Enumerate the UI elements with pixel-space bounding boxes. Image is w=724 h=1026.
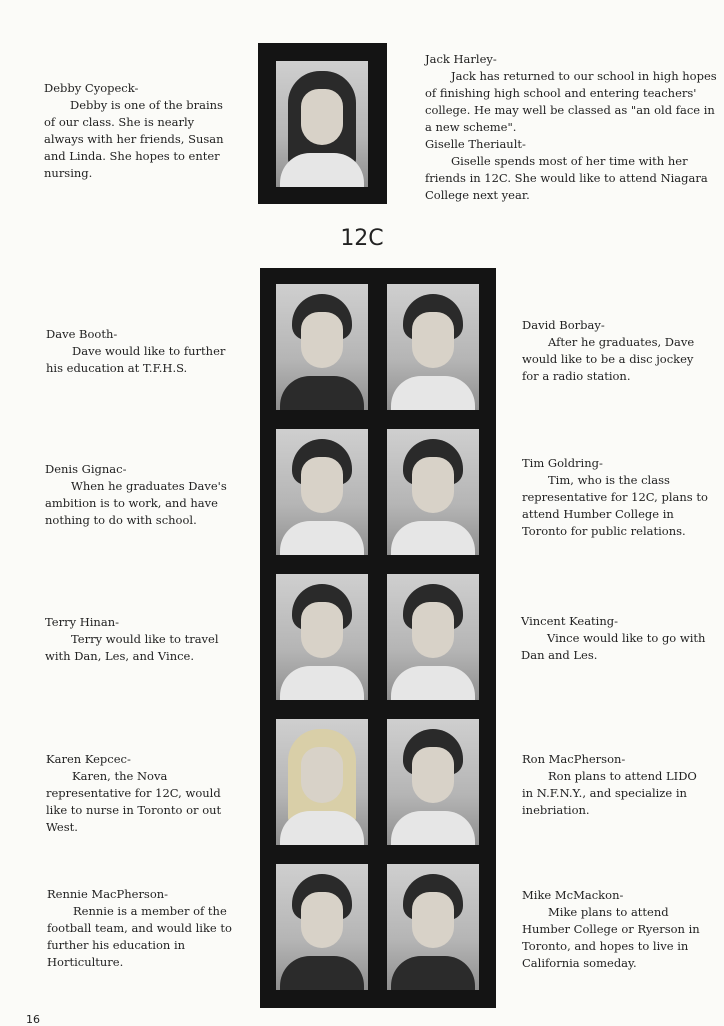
portrait-photo — [276, 429, 368, 555]
bio-text: Jack has returned to our school in high hopes of finishing high school and entering teachers' college. He may well be classed as "an old face in a new scheme". — [425, 69, 717, 134]
portrait-photo — [276, 719, 368, 845]
photo-strip — [260, 268, 496, 1008]
portrait-photo — [387, 429, 479, 555]
bio-name: Debby Cyopeck- — [44, 81, 139, 95]
bio-denis-gignac — [45, 461, 237, 529]
bio-name: Tim Goldring- — [522, 456, 603, 470]
bio-text: Dave would like to further his education at T.F.H.S. — [46, 344, 226, 375]
section-title: 12C — [340, 226, 384, 251]
portrait-photo — [276, 284, 368, 410]
bio-name: Giselle Theriault- — [425, 137, 526, 151]
bio-vincent-keating — [521, 613, 713, 664]
bio-jack-harley — [425, 51, 719, 204]
bio-rennie-macpherson — [47, 886, 239, 971]
bio-text: Karen, the Nova representative for 12C, would like to nurse in Toronto or out West. — [46, 769, 222, 834]
bio-dave-booth — [46, 326, 236, 377]
portrait-photo — [276, 574, 368, 700]
bio-text: Rennie is a member of the football team, and would like to further his education in Horticulture. — [47, 904, 232, 969]
top-photo-frame — [258, 43, 387, 204]
bio-text: Tim, who is the class representative for 12C, plans to attend Humber College in Toronto for public relations. — [522, 473, 708, 538]
bio-text: Terry would like to travel with Dan, Les, and Vince. — [45, 632, 219, 663]
bio-text: Ron plans to attend LIDO in N.F.N.Y., and specialize in inebriation. — [522, 769, 697, 817]
portrait-photo — [387, 719, 479, 845]
portrait-photo — [276, 61, 368, 187]
bio-text: Debby is one of the brains of our class. She is nearly always with her friends, Susan and Linda. She hopes to enter nursing. — [44, 98, 224, 180]
bio-text: Giselle spends most of her time with her friends in 12C. She would like to attend Niagara College next year. — [425, 154, 708, 202]
page-number: 16 — [26, 1013, 40, 1026]
portrait-photo — [387, 574, 479, 700]
bio-debby-cyopeck — [44, 80, 236, 182]
bio-name: Ron MacPherson- — [522, 752, 626, 766]
bio-mike-mcmackon — [522, 887, 716, 972]
bio-name: Karen Kepcec- — [46, 752, 131, 766]
bio-karen-kepcec — [46, 751, 238, 836]
bio-name: Mike McMackon- — [522, 888, 624, 902]
bio-tim-goldring — [522, 455, 716, 540]
bio-ron-macpherson — [522, 751, 710, 819]
portrait-photo — [387, 864, 479, 990]
bio-name: Jack Harley- — [425, 52, 497, 66]
bio-name: Rennie MacPherson- — [47, 887, 169, 901]
bio-name: Dave Booth- — [46, 327, 118, 341]
bio-name: Terry Hinan- — [45, 615, 119, 629]
bio-text: Mike plans to attend Humber College or Ryerson in Toronto, and hopes to live in California someday. — [522, 905, 700, 970]
bio-text: Vince would like to go with Dan and Les. — [521, 631, 706, 662]
bio-text: When he graduates Dave's ambition is to work, and have nothing to do with school. — [45, 479, 227, 527]
bio-name: Denis Gignac- — [45, 462, 127, 476]
bio-name: Vincent Keating- — [521, 614, 619, 628]
bio-name: David Borbay- — [522, 318, 605, 332]
bio-david-borbay — [522, 317, 708, 385]
bio-terry-hinan — [45, 614, 237, 665]
portrait-photo — [387, 284, 479, 410]
bio-text: After he graduates, Dave would like to be a disc jockey for a radio station. — [522, 335, 695, 383]
portrait-photo — [276, 864, 368, 990]
